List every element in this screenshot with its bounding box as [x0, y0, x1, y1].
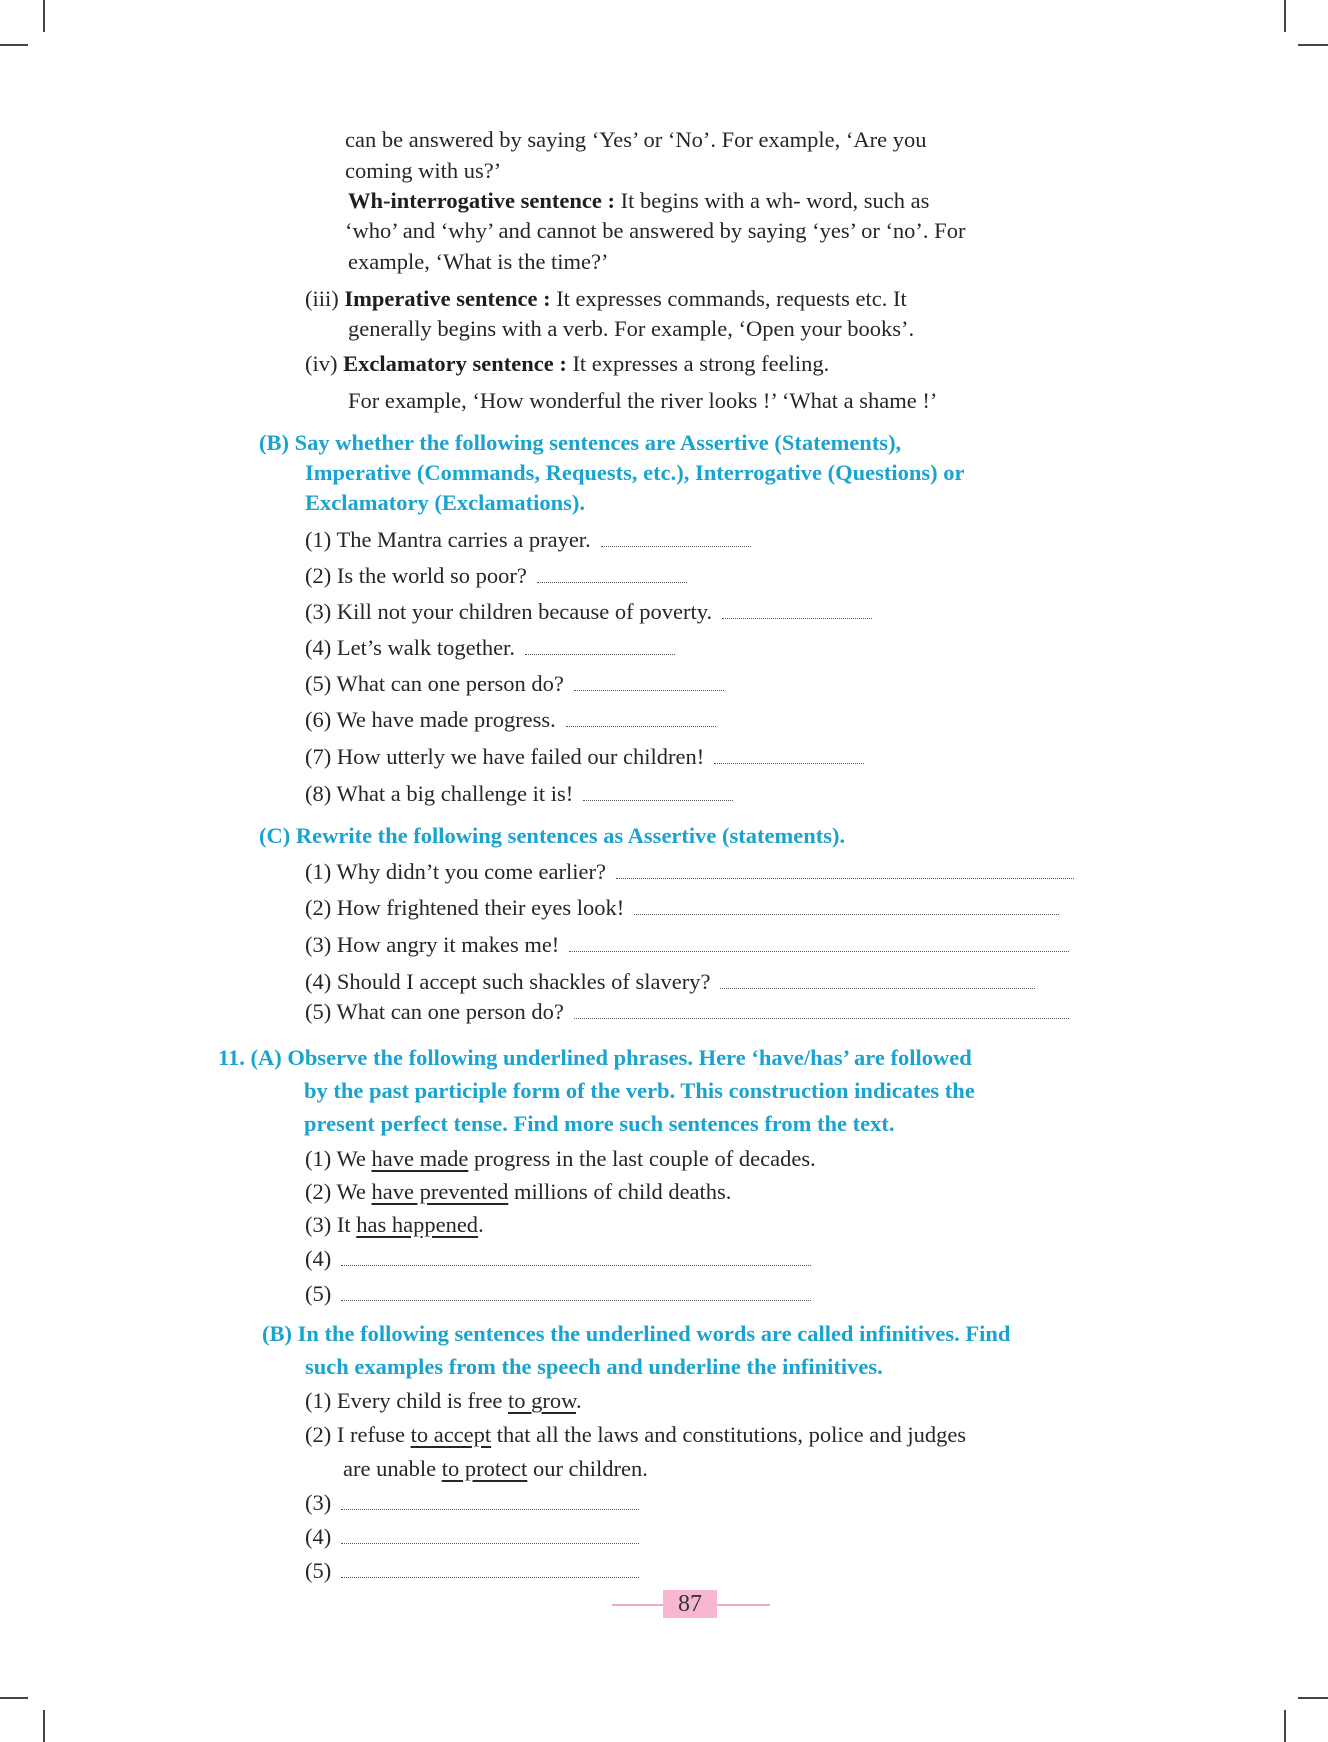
wh-line: ‘who’ and ‘why’ and cannot be answered by saying ‘yes’ or ‘no’. For: [345, 218, 966, 243]
list-item: (3) How angry it makes me!: [305, 930, 1069, 960]
answer-blank[interactable]: [341, 1559, 639, 1578]
answer-blank[interactable]: [634, 896, 1059, 915]
q11b-heading: such examples from the speech and underline the infinitives.: [305, 1354, 883, 1379]
crop-mark: [0, 44, 28, 46]
answer-blank[interactable]: [722, 600, 872, 619]
exclamatory-line: For example, ‘How wonderful the river looks !’ ‘What a shame !’: [348, 388, 938, 413]
crop-mark: [43, 1710, 45, 1742]
answer-blank[interactable]: [537, 564, 687, 583]
imperative-term: Imperative sentence :: [344, 286, 551, 311]
imperative-definition: [305, 284, 907, 314]
q11b-heading: (B) In the following sentences the underlined words are called infinitives. Find: [262, 1321, 1011, 1346]
list-item: (1) The Mantra carries a prayer.: [305, 525, 751, 555]
intro-line: can be answered by saying ‘Yes’ or ‘No’. For example, ‘Are you: [345, 127, 927, 152]
crop-mark: [43, 0, 45, 32]
infinitive: to accept: [410, 1422, 492, 1447]
answer-blank[interactable]: [525, 636, 675, 655]
answer-blank[interactable]: [566, 708, 716, 727]
q11a-heading: present perfect tense. Find more such sentences from the text.: [304, 1111, 895, 1136]
answer-blank[interactable]: [569, 933, 1069, 952]
answer-blank[interactable]: [616, 860, 1074, 879]
exclamatory-text: It expresses a strong feeling.: [566, 351, 830, 376]
wh-term: Wh-interrogative sentence :: [348, 188, 616, 213]
wh-text: It begins with a wh- word, such as: [615, 188, 930, 213]
crop-mark: [1298, 1697, 1328, 1699]
q11a-heading: 11. (A) Observe the following underlined phrases. Here ‘have/has’ are followed: [218, 1045, 972, 1070]
list-item: (3): [305, 1488, 639, 1518]
list-item: (1) We have made progress in the last couple of decades.: [305, 1146, 816, 1171]
imperative-line: generally begins with a verb. For example, ‘Open your books’.: [348, 316, 915, 341]
intro-line: coming with us?’: [345, 158, 502, 183]
list-item: (5): [305, 1556, 639, 1586]
infinitive: to protect: [441, 1456, 528, 1481]
crop-mark: [0, 1697, 28, 1699]
answer-blank[interactable]: [341, 1525, 639, 1544]
crop-mark: [1298, 44, 1328, 46]
list-item: (4): [305, 1522, 639, 1552]
wh-definition: [348, 186, 929, 216]
answer-blank[interactable]: [574, 1000, 1069, 1019]
list-item: (3) Kill not your children because of poverty.: [305, 597, 872, 627]
exclamatory-definition: [305, 349, 829, 379]
answer-blank[interactable]: [601, 528, 751, 547]
item-number: (iv): [305, 351, 338, 376]
answer-blank[interactable]: [583, 782, 733, 801]
section-b-heading: Exclamatory (Exclamations).: [305, 490, 585, 515]
crop-mark: [1284, 1710, 1286, 1742]
crop-mark: [1284, 0, 1286, 32]
list-item: (2) I refuse to accept that all the laws and constitutions, police and judges: [305, 1422, 967, 1447]
list-item: (4) Let’s walk together.: [305, 633, 675, 663]
answer-blank[interactable]: [720, 970, 1035, 989]
list-item: (5): [305, 1279, 811, 1309]
answer-blank[interactable]: [341, 1282, 811, 1301]
list-item: (1) Every child is free to grow.: [305, 1388, 582, 1413]
item-number: (iii): [305, 286, 339, 311]
list-item: (2) Is the world so poor?: [305, 561, 687, 591]
underlined-phrase: has happened: [356, 1212, 479, 1237]
list-item: (4): [305, 1244, 811, 1274]
list-item: (5) What can one person do?: [305, 997, 1069, 1027]
underlined-phrase: have prevented: [371, 1179, 509, 1204]
list-item: (8) What a big challenge it is!: [305, 779, 733, 809]
underlined-phrase: have made: [371, 1146, 469, 1171]
answer-blank[interactable]: [714, 745, 864, 764]
section-b-heading: Imperative (Commands, Requests, etc.), Interrogative (Questions) or: [305, 460, 965, 485]
answer-blank[interactable]: [341, 1491, 639, 1510]
imperative-text: It expresses commands, requests etc. It: [550, 286, 907, 311]
q11a-heading: by the past participle form of the verb. This construction indicates the: [304, 1078, 975, 1103]
infinitive: to grow: [508, 1388, 576, 1413]
list-item: (4) Should I accept such shackles of slavery?: [305, 967, 1035, 997]
answer-blank[interactable]: [341, 1247, 811, 1266]
list-item: (7) How utterly we have failed our children!: [305, 742, 864, 772]
list-item-continued: are unable to protect our children.: [343, 1456, 648, 1481]
list-item: (2) We have prevented millions of child deaths.: [305, 1179, 732, 1204]
page-number: 87: [663, 1590, 717, 1618]
list-item: (5) What can one person do?: [305, 669, 724, 699]
section-b-heading: (B) Say whether the following sentences are Assertive (Statements),: [259, 430, 902, 455]
list-item: (2) How frightened their eyes look!: [305, 893, 1059, 923]
wh-line: example, ‘What is the time?’: [348, 249, 609, 274]
list-item: (3) It has happened.: [305, 1212, 484, 1237]
section-c-heading: (C) Rewrite the following sentences as Assertive (statements).: [259, 823, 846, 848]
exclamatory-term: Exclamatory sentence :: [343, 351, 567, 376]
list-item: (1) Why didn’t you come earlier?: [305, 857, 1074, 887]
answer-blank[interactable]: [574, 672, 724, 691]
list-item: (6) We have made progress.: [305, 705, 716, 735]
